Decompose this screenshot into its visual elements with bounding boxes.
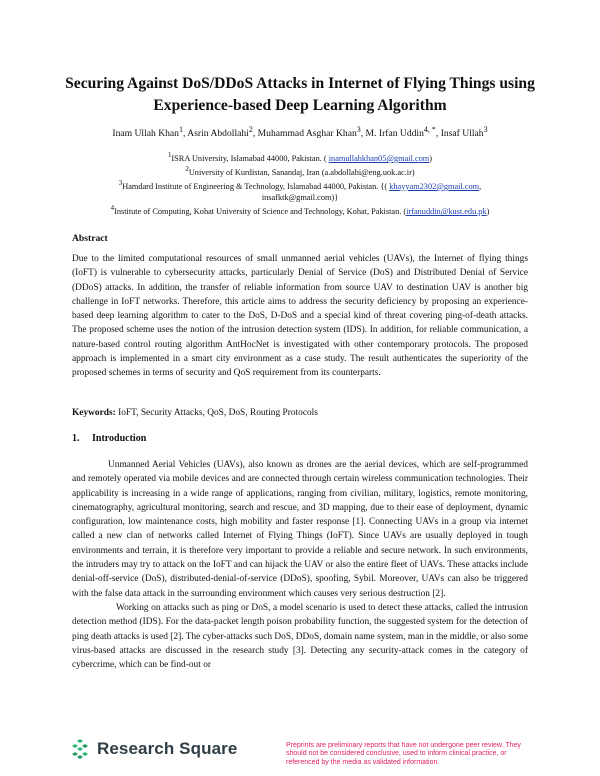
keywords-text: IoFT, Security Attacks, QoS, DoS, Routing Protocols bbox=[118, 408, 318, 418]
research-square-logo-icon bbox=[70, 738, 90, 760]
affiliation-4: $^4$Institute of Computing, Kohat University of Science and Technology, Kohat, Pakistan. (irfanuddin@kust.edu.pk) bbox=[110, 205, 490, 216]
preprint-disclaimer: Preprints are preliminary reports that have not undergone peer review. They should not be considered conclusive, used to inform clinical practice, or referenced by the media as validated information. bbox=[286, 742, 521, 766]
author-name: Muhammad Asghar Khan bbox=[257, 128, 357, 140]
author-affil-sup: 2 bbox=[248, 125, 253, 134]
author-affil-sup: 1 bbox=[178, 125, 183, 134]
author-name: M. Irfan Uddin bbox=[365, 128, 424, 140]
author-affil-sup: 3 bbox=[356, 125, 361, 134]
keywords-label: Keywords: bbox=[72, 408, 116, 418]
author-list: Inam Ullah Khan$^1$, Asrin Abdollahi$^2$, Muhammad Asghar Khan$^3$, M. Irfan Uddin$^{4, *}$, Insaf Ullah$^3$ bbox=[112, 125, 488, 140]
abstract-heading: Abstract bbox=[72, 233, 108, 244]
introduction-body bbox=[72, 458, 528, 672]
author-name: Insaf Ullah bbox=[440, 128, 484, 140]
affiliation-1: $^1$ISRA University, Islamabad 44000, Pakistan. ( inamullahkhan05@gmail.com) bbox=[167, 152, 433, 163]
affiliation-3: $^3$Hamdard Institute of Engineering & Technology, Islamabad 44000, Pakistan. {( khayyam2302@gmail.com, insafktk@gmail.com)} bbox=[118, 179, 482, 202]
affiliation-2: $^2$University of Kurdistan, Sanandaj, Iran (a.abdollahi@eng.uok.ac.ir) bbox=[185, 165, 415, 177]
author-name: Asrin Abdollahi bbox=[187, 128, 249, 140]
author-name: Inam Ullah Khan bbox=[112, 128, 179, 140]
research-square-logo bbox=[70, 738, 237, 760]
paper-title: Securing Against DoS/DDoS Attacks in Internet of Flying Things using Experience-based Deep Learning Algorithm bbox=[65, 75, 535, 114]
email-link[interactable]: khayyam2302@gmail.com bbox=[389, 181, 480, 191]
author-affil-sup: 4, * bbox=[423, 125, 436, 134]
keywords bbox=[72, 407, 528, 419]
section-title: Introduction bbox=[92, 433, 147, 444]
author-affil-sup: 3 bbox=[483, 125, 488, 134]
email-link[interactable]: irfanuddin@kust.edu.pk bbox=[406, 206, 487, 216]
abstract-text: Due to the limited computational resources of small unmanned aerial vehicles (UAVs), the Internet of flying things (IoFT) is vulnerable to cybersecurity attacks, particularly Denial of Service (DoS) and Distributed Denial of Service (DDoS) attacks. In addition, the transfer of reliable information from source UAV to destination UAV is another big challenge in IoFT networks. Therefore, this article aims to address the security deficiency by proposing an experience-based deep learning algorithm to cater to the DoS, D-DoS and a special kind of threat covering ping-of-death attacks. The proposed scheme uses the notion of the intrusion detection system (IDS). In addition, for reliable communication, a nature-based control routing algorithm AntHocNet is investigated with other contemporary protocols. The proposed approach is implemented in a smart city environment as a case study. The result authenticates the superiority of the proposed schemes in terms of security and QoS requirement from its counterparts. bbox=[72, 254, 528, 379]
email-link[interactable]: inamullahkhan05@gmail.com bbox=[328, 153, 430, 163]
brand-name: Research Square bbox=[97, 739, 238, 758]
affiliation-list bbox=[40, 150, 560, 217]
section-number: 1. bbox=[72, 433, 80, 444]
section-heading-introduction bbox=[72, 433, 146, 444]
paragraph: Working on attacks such as ping or DoS, a model scenario is used to detect these attacks, called the intrusion detection method (IDS). For the data-packet length poison probability function, the suggested system for the detection of ping death attacks is used [2]. The cyber-attacks such DoS, DDoS, domain name system, man in the middle, or also some virus-based attacks are discussed in the research study [3]. Detecting any security-attack comes in the category of cybercrime, which can be find-out or bbox=[72, 602, 528, 671]
paragraph: Unmanned Aerial Vehicles (UAVs), also known as drones are the aerial devices, which are self-programmed and remotely operated via mobile devices and are connected through certain wireless communication technologies. Their applicability is increasing in a wide range of applications, ranging from civilian, military, logistics, remote monitoring, cinematography, agricultural monitoring, search and rescue, and 3D mapping, due to their ease of deployment, dynamic configuration, low maintenance costs, high mobility and faster response [1]. Connecting UAVs in a group via internet called a new clan of networks called Internet of Flying Things (IoFT). Since UAVs are usually deployed in tough environments and terrain, it is therefore very important to provide a reliable and secure network. In such environments, the intruders may try to attack on the IoFT and can hijack the UAV or also the entire fleet of UAVs. These attacks include denial-off-service (DoS), distributed-denial-of-service (DDoS), spoofing, Sybil. Moreover, UAVs can also be triggered with the false data attack in the surrounding environment which causes very serious destruction [2]. bbox=[72, 460, 528, 599]
